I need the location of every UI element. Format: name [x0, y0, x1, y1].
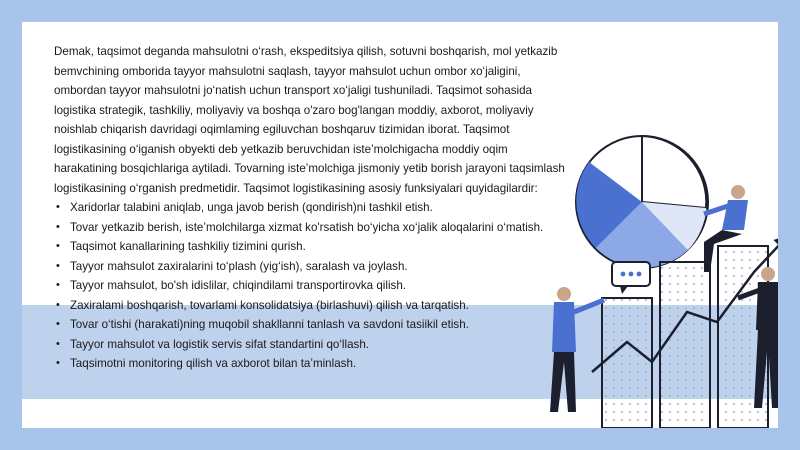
list-item: • Tayyor mahsulot zaxiralarini to‘plash (yig‘ish), saralash va joylash.: [54, 257, 569, 277]
list-item: • Tayyor mahsulot va logistik servis sifat standartini qo‘llash.: [54, 335, 569, 355]
bullet-dot: •: [56, 298, 60, 311]
list-item: • Zaxiralami boshqarish, tovarlami konsolidatsiya (birlashuvi) qilish va tarqatish.: [54, 296, 569, 316]
intro-paragraph: Demak, taqsimot deganda mahsulotni o‘rash, ekspeditsiya qilish, sotuvni boshqarish, mol yetkazib bemvchining omborida tayyor mahsulotni saqlash, tayyor mahsulot uchun ombor xo‘jaligini, ombordan tayyor mahsulotni jo‘natish uchun transport xo‘jaligi tushuniladi. Taqsimot sohasida logistika strategik, tashkiliy, moliyaviy va boshqa o'zaro bog'langan moddiy, axborot, moliyaviy noishlab chiqarish davridagi oqimlaming egiluvchan boshqaruv tizimidan iborat. Taqsimot logistikasining o‘iganish obyekti deb yetkazib beruvchidan iste’molchigacha moddiy oqim harakatining bosqichlariga aytiladi. Tovarning iste’molchiga jismoniy yetib borish jarayoni taqsimlash logistikasining o‘rganish predmetidir. Taqsimot logistikasining asosiy funksiyalari quyidagilardir:: [54, 45, 565, 195]
list-item: • Tovar o‘tishi (harakati)ning muqobil shakllanni tanlash va savdoni tasiikil etish.: [54, 315, 569, 335]
bullet-dot: •: [56, 259, 60, 272]
list-item: • Tovar yetkazib berish, iste’molchilarga xizmat ko'rsatish bo‘yicha xo‘jalik aloqalarini o‘matish.: [54, 218, 569, 238]
chat-bubble-icon: [612, 262, 650, 294]
bullet-dot: •: [56, 220, 60, 233]
pie-chart-icon: [576, 136, 708, 268]
bullet-dot: •: [56, 357, 60, 369]
bullet-dot: •: [56, 318, 60, 330]
bullet-dot: •: [56, 240, 60, 252]
list-item: • Taqsimotni monitoring qilish va axborot bilan ta’minlash.: [54, 354, 569, 374]
bullet-dot: •: [56, 279, 60, 291]
bullet-dot: •: [56, 201, 60, 213]
logistics-illustration: [492, 122, 778, 428]
list-item: • Taqsimot kanallarining tashkiliy tizimini qurish.: [54, 237, 569, 257]
bullet-dot: •: [56, 337, 60, 350]
person-left-icon: [550, 287, 604, 412]
slide: [22, 22, 778, 428]
list-item: • Xaridorlar talabini aniqlab, unga javob berish (qondirish)ni tashkil etish.: [54, 198, 569, 218]
list-item: • Tayyor mahsulot, bo'sh idislilar, chiqindilami transportirovka qilish.: [54, 276, 569, 296]
